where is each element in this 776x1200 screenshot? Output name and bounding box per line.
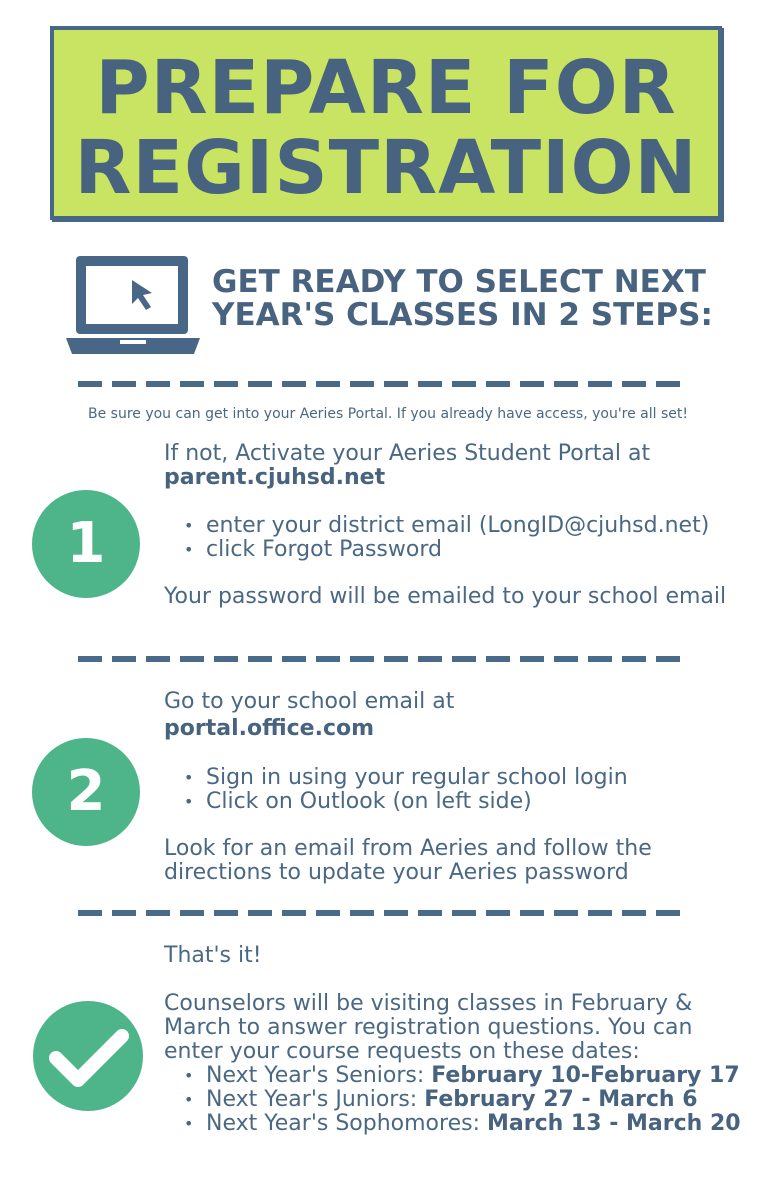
step-1-badge: 1 — [32, 490, 140, 598]
date-value: March 13 - March 20 — [486, 1111, 741, 1136]
laptop-icon — [66, 256, 200, 360]
date-value: February 10-February 17 — [431, 1063, 740, 1088]
date-label: Next Year's Seniors: — [206, 1063, 432, 1088]
step-2-footer-line-1: Look for an email from Aeries and follow the — [164, 836, 652, 861]
registration-dates — [184, 1064, 741, 1136]
step-1-link-wrap — [164, 466, 385, 490]
list-item: • enter your district email (LongID@cjuhsd.net) — [184, 514, 709, 538]
access-note: Be sure you can get into your Aeries Portal. If you already have access, you're all set! — [87, 406, 689, 422]
step-3-text-line-1: Counselors will be visiting classes in February & — [164, 991, 693, 1016]
divider-1 — [78, 381, 690, 387]
list-item: • click Forgot Password — [184, 538, 709, 562]
subheading-line-2: YEAR'S CLASSES IN 2 STEPS: — [212, 297, 713, 333]
list-item: • Sign in using your regular school login — [184, 766, 628, 790]
subheading — [212, 266, 732, 332]
list-item — [184, 1088, 741, 1112]
title-line-2: REGISTRATION — [74, 125, 698, 211]
list-item — [184, 1064, 741, 1088]
step-1-bullets — [184, 514, 709, 562]
step-2-link-wrap — [164, 717, 374, 741]
step-2-footer-line-2: directions to update your Aeries password — [164, 860, 629, 885]
step-2-intro: Go to your school email at — [164, 689, 455, 714]
list-item: • Click on Outlook (on left side) — [184, 790, 628, 814]
step-3-text-line-3: enter your course requests on these dates: — [164, 1039, 640, 1064]
date-label: Next Year's Juniors: — [206, 1087, 425, 1112]
title-banner — [50, 26, 722, 220]
step-3-text-line-2: March to answer registration questions. You can — [164, 1015, 693, 1040]
step-2-badge: 2 — [32, 738, 140, 846]
divider-3 — [78, 910, 690, 916]
step-3-title: That's it! — [164, 943, 262, 968]
step-1-intro: If not, Activate your Aeries Student Portal at — [164, 441, 651, 466]
step-1-footer: Your password will be emailed to your school email — [164, 584, 727, 609]
checkmark-icon — [32, 1000, 144, 1116]
step-2-link[interactable]: portal.office.com — [164, 716, 375, 741]
title-line-1: PREPARE FOR — [95, 45, 677, 131]
step-1-link[interactable]: parent.cjuhsd.net — [164, 465, 386, 490]
date-label: Next Year's Sophomores: — [206, 1111, 487, 1136]
list-item — [184, 1112, 741, 1136]
date-value: February 27 - March 6 — [424, 1087, 698, 1112]
divider-2 — [78, 656, 690, 662]
step-2-bullets — [184, 766, 628, 814]
subheading-line-1: GET READY TO SELECT NEXT — [212, 264, 706, 300]
